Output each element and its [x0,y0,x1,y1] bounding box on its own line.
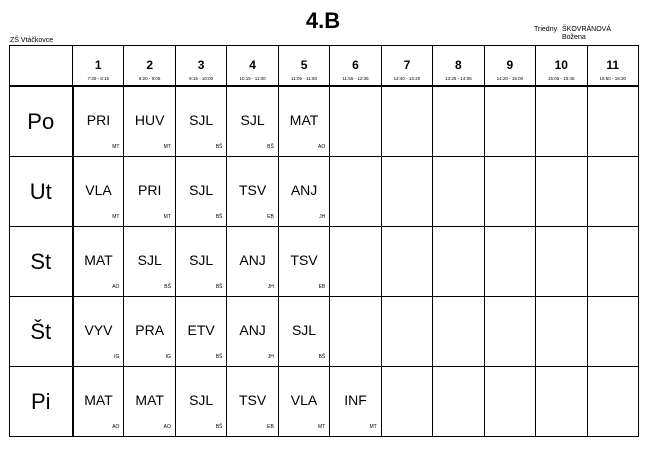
lesson-cell [330,157,381,227]
period-header-3 [175,46,226,87]
lesson-cell [175,157,226,227]
teacher-surname: ŠKOVRÁNOVÁ [562,26,612,33]
school-name: ZŠ Vtáčkovce [10,37,54,44]
lesson-teacher: BŠ [164,284,171,290]
day-name: St [30,248,52,274]
lesson-teacher: MT [369,424,377,430]
lesson-subject: HUV [134,112,165,128]
lesson-subject: VYV [84,322,113,338]
lesson-subject: SJL [189,252,214,268]
lesson-cell [330,86,381,157]
lesson-subject: MAT [84,392,113,408]
lesson-subject: SJL [291,322,317,338]
lesson-cell [536,227,587,297]
lesson-cell [484,227,535,297]
lesson-cell [124,297,175,367]
lesson-teacher: EB [267,214,274,220]
period-number: 11 [606,58,620,72]
lesson-teacher: MT [318,424,326,430]
lesson-cell [278,297,329,367]
lesson-cell [587,227,638,297]
day-name: Po [27,108,55,134]
period-time: 14:20 - 15:00 [496,76,524,81]
day-label-cell [10,86,73,157]
lesson-subject: ANJ [239,322,266,338]
lesson-cell [587,297,638,367]
day-row [10,297,639,367]
lesson-cell [330,297,381,367]
period-number: 7 [403,58,411,72]
lesson-teacher: IG [165,354,171,360]
lesson-cell [175,297,226,367]
period-header-1 [73,46,124,87]
lesson-teacher: AO [112,284,120,290]
period-header-10 [536,46,587,87]
lesson-cell [484,86,535,157]
lesson-cell [124,157,175,227]
day-label-cell [10,297,73,367]
lesson-subject: TSV [290,252,318,268]
lesson-cell [278,227,329,297]
lesson-cell [536,157,587,227]
lesson-subject: ETV [187,322,215,338]
lesson-cell [227,86,278,157]
period-time: 11:55 - 12:35 [342,76,369,81]
lesson-cell [433,297,484,367]
class-title: 4.B [305,8,341,33]
lesson-cell [330,367,381,437]
lesson-teacher: JH [267,354,274,360]
day-row [10,157,639,227]
lesson-cell [278,157,329,227]
lesson-cell [433,367,484,437]
teacher-label: Triedny [534,26,558,33]
day-row [10,227,639,297]
period-time: 9:15 - 10:00 [189,76,214,81]
lesson-teacher: IG [114,354,120,360]
lesson-cell [433,157,484,227]
day-name: Ut [29,178,52,204]
lesson-subject: TSV [238,392,267,408]
lesson-subject: ANJ [239,252,266,268]
lesson-cell [433,86,484,157]
class-teacher [534,26,611,42]
lesson-cell [73,297,124,367]
lesson-teacher: JH [319,214,326,220]
period-time: 15:50 - 16:30 [599,76,627,81]
period-time: 13:25 - 14:05 [445,76,472,81]
lesson-cell [484,367,535,437]
period-time: 10:15 - 11:00 [239,76,266,81]
lesson-cell [175,86,226,157]
period-header-4 [227,46,278,87]
lesson-cell [227,297,278,367]
lesson-cell [227,227,278,297]
teacher-firstname: Božena [562,34,586,41]
period-header-9 [484,46,535,87]
lesson-cell [278,86,329,157]
lesson-subject: PRI [86,112,111,128]
lesson-teacher: JH [267,284,274,290]
lesson-cell [536,297,587,367]
lesson-cell [73,367,124,437]
day-label-cell [10,227,73,297]
day-name: Pi [30,388,51,414]
lesson-subject: SJL [189,182,214,198]
day-label-cell [10,157,73,227]
day-row [10,367,639,437]
lesson-cell [381,86,432,157]
period-header-11 [587,46,638,87]
lesson-teacher: AO [112,424,120,430]
lesson-cell [484,157,535,227]
lesson-subject: INF [344,392,367,408]
lesson-subject: PRA [135,322,165,338]
lesson-teacher: AO [163,424,171,430]
lesson-teacher: BŠ [215,284,223,290]
lesson-cell [433,227,484,297]
period-header-2 [124,46,175,87]
lesson-teacher: BŠ [318,354,326,360]
lesson-cell [227,367,278,437]
period-number: 10 [554,58,568,72]
lesson-subject: SJL [240,112,265,128]
period-number: 6 [352,58,359,72]
lesson-subject: SJL [137,252,162,268]
period-time: 11:05 - 11:50 [291,76,317,81]
lesson-cell [175,367,226,437]
lesson-cell [73,86,124,157]
period-number: 9 [506,58,514,72]
lesson-subject: PRI [138,182,162,198]
corner-cell [10,46,73,87]
period-time: 15:05 - 15:45 [548,76,575,81]
period-header-row [10,46,639,87]
lesson-cell [124,86,175,157]
lesson-cell [278,367,329,437]
lesson-subject: SJL [189,392,214,408]
lesson-teacher: AO [318,144,326,150]
lesson-subject: MAT [289,112,319,128]
lesson-subject: MAT [84,252,113,268]
lesson-cell [330,227,381,297]
period-number: 8 [455,58,462,72]
lesson-cell [587,367,638,437]
lesson-cell [124,367,175,437]
lesson-subject: MAT [135,392,164,408]
day-label-cell [10,367,73,437]
lesson-cell [381,367,432,437]
lesson-teacher: BŠ [215,144,223,150]
lesson-subject: VLA [85,182,112,198]
period-number: 1 [94,58,102,72]
lesson-teacher: BŠ [215,214,223,220]
lesson-subject: SJL [189,112,214,128]
lesson-cell [73,157,124,227]
period-number: 5 [300,58,308,72]
lesson-cell [175,227,226,297]
period-header-7 [381,46,432,87]
timetable [9,45,639,437]
lesson-teacher: MT [163,144,171,150]
lesson-teacher: MT [112,214,120,220]
lesson-cell [587,157,638,227]
lesson-cell [381,157,432,227]
lesson-cell [536,86,587,157]
lesson-cell [124,227,175,297]
lesson-teacher: BŠ [267,144,274,150]
lesson-subject: VLA [290,392,318,408]
lesson-cell [587,86,638,157]
lesson-teacher: BŠ [215,424,223,430]
lesson-cell [381,297,432,367]
period-header-5 [278,46,329,87]
period-number: 4 [249,58,256,72]
period-number: 3 [197,58,205,72]
period-time: 12:40 - 13:20 [393,76,421,81]
day-row [10,86,639,157]
day-name: Št [30,318,52,344]
lesson-cell [227,157,278,227]
period-header-6 [330,46,381,87]
lesson-teacher: MT [163,214,171,220]
lesson-cell [484,297,535,367]
lesson-subject: ANJ [290,182,318,198]
lesson-cell [536,367,587,437]
period-time: 7:30 - 8:15 [87,76,109,81]
period-header-8 [433,46,484,87]
lesson-teacher: BŠ [215,354,223,360]
lesson-teacher: EB [318,284,326,290]
period-number: 2 [146,58,154,72]
lesson-teacher: EB [267,424,274,430]
lesson-cell [381,227,432,297]
period-time: 8:20 - 9:05 [138,76,161,81]
lesson-subject: TSV [238,182,267,198]
lesson-cell [73,227,124,297]
lesson-teacher: MT [112,144,120,150]
